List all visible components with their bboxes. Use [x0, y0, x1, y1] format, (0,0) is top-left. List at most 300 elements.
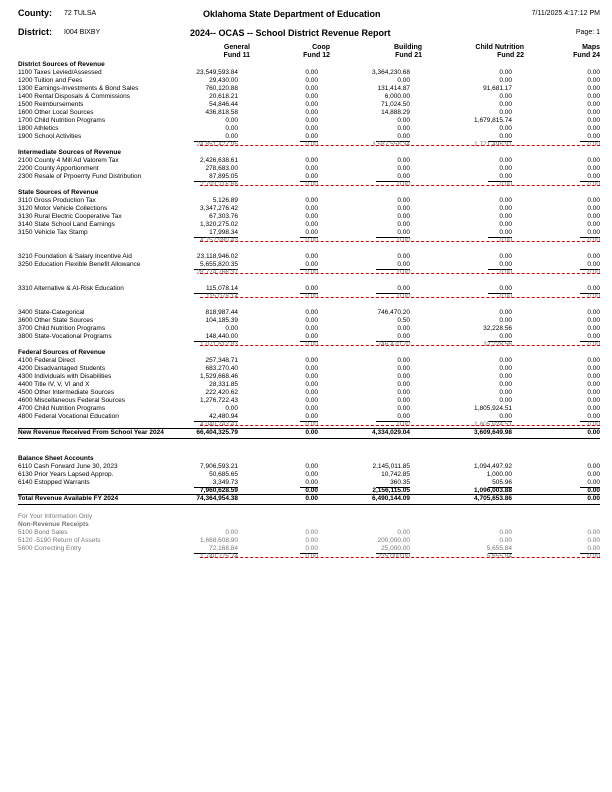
cell-value: 0.00 [587, 529, 600, 536]
cell-value: 0.00 [587, 365, 600, 372]
cell-value: 0.00 [305, 117, 318, 124]
col-header-child-nutrition [475, 44, 524, 60]
subtotal-divider [200, 557, 600, 558]
cell-value: 0.00 [587, 117, 600, 124]
cell-value: 5,655.84 [486, 545, 512, 552]
cell-value: 0.00 [587, 253, 600, 260]
cell-value: 0.00 [499, 317, 512, 324]
cell-value: 436,818.58 [205, 109, 238, 116]
cell-value: 0.00 [499, 133, 512, 140]
cell-value: 0.00 [587, 373, 600, 380]
cell-value: 0.00 [587, 429, 600, 436]
cell-value: 0.00 [305, 413, 318, 420]
table-row [18, 197, 600, 205]
cell-value: 0.00 [397, 397, 410, 404]
col-header-line1: Coop [312, 44, 330, 51]
cell-value: 0.00 [305, 101, 318, 108]
cell-value: 257,348.71 [205, 357, 238, 364]
col-header-line1: General [223, 44, 250, 51]
cell-value: 0.00 [587, 381, 600, 388]
subtotal-divider [200, 145, 600, 146]
cell-value: 0.00 [587, 463, 600, 470]
row-label: 4500 Other Intermediate Sources [18, 389, 115, 396]
table-row [18, 125, 600, 133]
cell-value: 0.00 [587, 197, 600, 204]
row-label: 5100 Bond Sales [18, 529, 68, 536]
cell-value: 0.00 [499, 373, 512, 380]
cell-value: 1,679,815.74 [474, 117, 512, 124]
cell-value: 115,078.14 [205, 293, 238, 300]
cell-value: 5,126.89 [212, 197, 238, 204]
cell-value: 66,404,325.79 [196, 429, 238, 436]
cell-value: 0.00 [397, 237, 410, 244]
cell-value: 0.00 [305, 545, 318, 552]
cell-value: 0.00 [499, 333, 512, 340]
subtotal-divider [200, 273, 600, 274]
cell-value: 0.00 [587, 173, 600, 180]
cell-value: 2,793,216.66 [200, 181, 238, 188]
cell-value: 0.00 [305, 463, 318, 470]
cell-value: 0.50 [397, 317, 410, 324]
cell-value: 0.00 [225, 117, 238, 124]
cell-value: 104,185.39 [205, 317, 238, 324]
cell-value: 0.00 [397, 157, 410, 164]
cell-value: 0.00 [499, 529, 512, 536]
cell-value: 50,685.65 [209, 471, 238, 478]
cell-value: 0.00 [305, 479, 318, 486]
cell-value: 0.00 [305, 397, 318, 404]
row-label: 5120 -5190 Return of Assets [18, 537, 101, 544]
section-heading [18, 149, 600, 157]
cell-value: 0.00 [305, 181, 318, 188]
table-row [18, 117, 600, 125]
cell-value: 0.00 [225, 133, 238, 140]
row-label: 3150 Vehicle Tax Stamp [18, 229, 88, 236]
cell-value: 0.00 [305, 389, 318, 396]
page-number: Page: 1 [575, 29, 600, 36]
cell-value: 0.00 [397, 413, 410, 420]
cell-value: 0.00 [587, 495, 600, 502]
table-row [18, 205, 600, 213]
cell-value: 0.00 [499, 365, 512, 372]
cell-value: 222,420.62 [205, 389, 238, 396]
cell-value: 360.35 [390, 479, 410, 486]
row-label: 6140 Estopped Warrants [18, 479, 90, 486]
cell-value: 0.00 [305, 317, 318, 324]
cell-value: 0.00 [587, 487, 600, 494]
cell-value: 0.00 [305, 269, 318, 276]
cell-value: 0.00 [397, 197, 410, 204]
table-row [18, 93, 600, 101]
cell-value: 0.00 [397, 261, 410, 268]
cell-value: 0.00 [305, 93, 318, 100]
cell-value: 0.00 [305, 495, 318, 502]
total-row [18, 495, 600, 503]
cell-value: 0.00 [499, 261, 512, 268]
row-label: For Your Information Only [18, 513, 93, 520]
cell-value: 71,024.50 [381, 101, 410, 108]
report-title: 2024-- OCAS -- School District Revenue Report [190, 28, 391, 38]
cell-value: 0.00 [305, 229, 318, 236]
cell-value: 0.00 [587, 269, 600, 276]
col-header-line2: Fund 24 [573, 52, 600, 59]
cell-value: 0.00 [587, 357, 600, 364]
row-label: 1900 School Activities [18, 133, 82, 140]
cell-value: 0.00 [305, 133, 318, 140]
subtotal-divider [200, 297, 600, 298]
row-label: 4400 Title IV, V, VI and X [18, 381, 90, 388]
cell-value: 6,000.00 [384, 93, 410, 100]
table-row [18, 365, 600, 373]
table-row [18, 253, 600, 261]
col-header-line1: Child Nutrition [475, 44, 524, 51]
cell-value: 0.00 [499, 93, 512, 100]
table-row [18, 397, 600, 405]
table-row [18, 545, 600, 553]
row-label: 3120 Motor Vehicle Collections [18, 205, 108, 212]
row-label: 1800 Athletics [18, 125, 59, 132]
cell-value: 42,480.94 [209, 413, 238, 420]
cell-value: 0.00 [499, 197, 512, 204]
table-row [18, 389, 600, 397]
report-timestamp: 7/11/2025 4:17:12 PM [531, 10, 600, 17]
cell-value: 0.00 [397, 529, 410, 536]
table-row [18, 333, 600, 341]
subtotal-divider [200, 425, 600, 426]
cell-value: 0.00 [499, 125, 512, 132]
cell-value: 17,998.34 [209, 229, 238, 236]
cell-value: 2,426,638.61 [200, 157, 238, 164]
cell-value: 0.00 [305, 77, 318, 84]
cell-value: 0.00 [305, 421, 318, 428]
cell-value: 225,000.00 [377, 553, 410, 560]
cell-value: 0.00 [499, 213, 512, 220]
row-label: 1200 Tuition and Fees [18, 77, 83, 84]
table-row [18, 85, 600, 93]
cell-value: 0.00 [305, 69, 318, 76]
row-label: 6110 Cash Forward June 30, 2023 [18, 463, 118, 470]
cell-value: 25,000.00 [381, 545, 410, 552]
cell-value: 0.00 [499, 285, 512, 292]
cell-value: 0.00 [397, 117, 410, 124]
cell-value: 3,347,276.42 [200, 205, 238, 212]
cell-value: 7,960,628.59 [200, 487, 238, 494]
cell-value: 0.00 [397, 325, 410, 332]
col-header-line1: Building [394, 44, 422, 51]
cell-value: 4,040,243.41 [200, 421, 238, 428]
cell-value: 0.00 [305, 325, 318, 332]
cell-value: 0.00 [587, 77, 600, 84]
cell-value: 5,655,820.35 [200, 261, 238, 268]
cell-value: 0.00 [587, 133, 600, 140]
cell-value: 278,683.00 [205, 165, 238, 172]
cell-value: 0.00 [587, 101, 600, 108]
cell-value: 0.00 [305, 109, 318, 116]
cell-value: 0.00 [397, 405, 410, 412]
table-row [18, 357, 600, 365]
cell-value: 1,096,003.88 [474, 487, 512, 494]
cell-value: 0.00 [397, 229, 410, 236]
row-label: 3800 State-Vocational Programs [18, 333, 112, 340]
spacer [18, 505, 600, 513]
row-label: 1400 Rental Disposals & Commissions [18, 93, 130, 100]
table-row [18, 261, 600, 269]
cell-value: 115,078.14 [205, 285, 238, 292]
cell-value: 0.00 [499, 389, 512, 396]
cell-value: 67,303.76 [209, 213, 238, 220]
row-label: 1300 Earnings-Investments & Bond Sales [18, 85, 139, 92]
cell-value: 0.00 [305, 197, 318, 204]
row-label: 3110 Gross Production Tax [18, 197, 96, 204]
cell-value: 0.00 [305, 221, 318, 228]
cell-value: 0.00 [587, 389, 600, 396]
cell-value: 0.00 [225, 325, 238, 332]
cell-value: 0.00 [587, 85, 600, 92]
cell-value: 0.00 [587, 213, 600, 220]
cell-value: 0.00 [587, 109, 600, 116]
cell-value: 0.00 [499, 221, 512, 228]
cell-value: 23,118,946.02 [196, 253, 238, 260]
cell-value: 0.00 [587, 229, 600, 236]
cell-value: 1,668,608.90 [200, 537, 238, 544]
cell-value: 0.00 [499, 293, 512, 300]
cell-value: 683,270.40 [205, 365, 238, 372]
cell-value: 0.00 [397, 381, 410, 388]
cell-value: 3,587,558.34 [372, 141, 410, 148]
cell-value: 0.00 [305, 205, 318, 212]
cell-value: 0.00 [305, 471, 318, 478]
cell-value: 5,655.84 [486, 553, 512, 560]
cell-value: 0.00 [587, 293, 600, 300]
row-label: 3700 Child Nutrition Programs [18, 325, 106, 332]
cell-value: 0.00 [499, 165, 512, 172]
row-label: District Sources of Revenue [18, 61, 105, 68]
row-label: Total Revenue Available FY 2024 [18, 495, 119, 502]
cell-value: 4,705,653.86 [474, 495, 512, 502]
cell-value: 0.00 [397, 173, 410, 180]
row-label: Federal Sources of Revenue [18, 349, 106, 356]
row-label: 1500 Reimbursements [18, 101, 84, 108]
col-header-maps [573, 44, 600, 60]
cell-value: 0.00 [587, 537, 600, 544]
cell-value: 131,414.87 [377, 85, 410, 92]
cell-value: 0.00 [225, 125, 238, 132]
cell-value: 0.00 [305, 429, 318, 436]
row-label: 4600 Miscellaneous Federal Sources [18, 397, 125, 404]
table-row [18, 101, 600, 109]
table-row [18, 471, 600, 479]
cell-value: 28,331.85 [209, 381, 238, 388]
table-row [18, 229, 600, 237]
col-header-coop [303, 44, 330, 60]
section-heading [18, 349, 600, 357]
row-label: 5600 Correcting Entry [18, 545, 82, 552]
subtotal-divider [200, 241, 600, 242]
cell-value: 0.00 [397, 389, 410, 396]
cell-value: 0.00 [397, 373, 410, 380]
cell-value: 0.00 [305, 341, 318, 348]
cell-value: 1,805,924.51 [474, 421, 512, 428]
cell-value: 0.00 [305, 537, 318, 544]
cell-value: 24,851,427.95 [196, 141, 238, 148]
spacer [18, 447, 600, 455]
cell-value: 0.00 [305, 293, 318, 300]
cell-value: 0.00 [499, 205, 512, 212]
cell-value: 0.00 [305, 165, 318, 172]
col-header-general [224, 44, 250, 60]
table-row [18, 325, 600, 333]
cell-value: 7,906,593.21 [200, 463, 238, 470]
table-row [18, 213, 600, 221]
cell-value: 0.00 [587, 141, 600, 148]
table-row [18, 69, 600, 77]
cell-value: 0.00 [587, 93, 600, 100]
spacer [18, 277, 600, 285]
cell-value: 0.00 [305, 237, 318, 244]
row-label: 3130 Rural Electric Cooperative Tax [18, 213, 122, 220]
cell-value: 746,470.70 [377, 341, 410, 348]
cell-value: 0.00 [499, 69, 512, 76]
table-row [18, 529, 600, 537]
row-label: Intermediate Sources of Revenue [18, 149, 121, 156]
col-header-building [394, 44, 422, 60]
cell-value: 0.00 [397, 285, 410, 292]
cell-value: 0.00 [587, 553, 600, 560]
subtotal-divider [200, 345, 600, 346]
col-header-line2: Fund 11 [223, 52, 250, 59]
cell-value: 1,529,668.46 [200, 373, 238, 380]
table-row [18, 479, 600, 487]
cell-value: 760,120.88 [205, 85, 238, 92]
cell-value: 0.00 [587, 157, 600, 164]
cell-value: 0.00 [305, 365, 318, 372]
row-label: 1700 Child Nutrition Programs [18, 117, 106, 124]
cell-value: 1,805,924.51 [474, 405, 512, 412]
row-label: Non-Revenue Receipts [18, 521, 89, 528]
cell-value: 0.00 [499, 109, 512, 116]
table-row [18, 309, 600, 317]
spacer [18, 245, 600, 253]
cell-value: 3,349.73 [212, 479, 238, 486]
cell-value: 0.00 [499, 173, 512, 180]
cell-value: 0.00 [305, 157, 318, 164]
section-heading [18, 61, 600, 69]
cell-value: 0.00 [587, 317, 600, 324]
cell-value: 1,320,275.02 [200, 221, 238, 228]
cell-value: 0.00 [397, 181, 410, 188]
spacer [18, 301, 600, 309]
district-label: District: [18, 27, 53, 37]
col-header-line2: Fund 22 [497, 52, 524, 59]
cell-value: 0.00 [587, 261, 600, 268]
agency-title: Oklahoma State Department of Education [203, 9, 381, 19]
table-row [18, 109, 600, 117]
cell-value: 0.00 [587, 479, 600, 486]
cell-value: 0.00 [499, 229, 512, 236]
cell-value: 87,895.05 [209, 173, 238, 180]
section-heading [18, 521, 600, 529]
cell-value: 0.00 [397, 125, 410, 132]
cell-value: 1,071,612.83 [200, 341, 238, 348]
spacer [18, 439, 600, 447]
cell-value: 0.00 [397, 357, 410, 364]
cell-value: 0.00 [499, 77, 512, 84]
row-label: 4800 Federal Vocational Education [18, 413, 119, 420]
cell-value: 0.00 [225, 405, 238, 412]
cell-value: 0.00 [587, 421, 600, 428]
total-rule-top [18, 428, 600, 429]
col-header-line2: Fund 21 [395, 52, 422, 59]
cell-value: 6,490,144.09 [372, 495, 410, 502]
row-label: 3310 Alternative & At-Risk Education [18, 285, 124, 292]
cell-value: 0.00 [587, 69, 600, 76]
cell-value: 0.00 [305, 333, 318, 340]
cell-value: 0.00 [587, 325, 600, 332]
cell-value: 72,168.84 [209, 545, 238, 552]
cell-value: 0.00 [305, 213, 318, 220]
table-row [18, 173, 600, 181]
cell-value: 0.00 [305, 529, 318, 536]
cell-value: 0.00 [305, 141, 318, 148]
district-value: I004 BIXBY [64, 29, 101, 36]
cell-value: 0.00 [225, 529, 238, 536]
cell-value: 0.00 [397, 77, 410, 84]
cell-value: 0.00 [499, 413, 512, 420]
cell-value: 0.00 [397, 221, 410, 228]
county-value: 72 TULSA [64, 10, 97, 17]
table-row [18, 381, 600, 389]
cell-value: 0.00 [305, 553, 318, 560]
cell-value: 0.00 [587, 205, 600, 212]
cell-value: 0.00 [499, 309, 512, 316]
section-heading [18, 455, 600, 463]
cell-value: 0.00 [587, 471, 600, 478]
cell-value: 0.00 [397, 421, 410, 428]
cell-value: 3,609,649.98 [474, 429, 512, 436]
cell-value: 14,888.29 [381, 109, 410, 116]
row-label: State Sources of Revenue [18, 189, 99, 196]
table-row [18, 405, 600, 413]
row-label: 1600 Other Local Sources [18, 109, 94, 116]
row-label: 2300 Resale of Prpoerrty Fund Distribution [18, 173, 142, 180]
cell-value: 0.00 [499, 397, 512, 404]
cell-value: 0.00 [499, 269, 512, 276]
cell-value: 0.00 [587, 221, 600, 228]
cell-value: 0.00 [587, 125, 600, 132]
col-header-line1: Maps [582, 44, 600, 51]
cell-value: 0.00 [587, 309, 600, 316]
row-label: 4200 Disadvantaged Students [18, 365, 106, 372]
table-row [18, 165, 600, 173]
row-label: 3600 Other State Sources [18, 317, 94, 324]
row-label: 2100 County 4 Mill Ad Valorem Tax [18, 157, 119, 164]
cell-value: 0.00 [587, 285, 600, 292]
cell-value: 10,742.85 [381, 471, 410, 478]
cell-value: 0.00 [587, 181, 600, 188]
cell-value: 148,440.00 [205, 333, 238, 340]
cell-value: 0.00 [397, 365, 410, 372]
row-label: 1100 Taxes Levied/Assessed [18, 69, 102, 76]
col-header-line2: Fund 12 [303, 52, 330, 59]
total-row [18, 429, 600, 437]
table-row [18, 317, 600, 325]
cell-value: 0.00 [499, 181, 512, 188]
cell-value: 0.00 [305, 125, 318, 132]
cell-value: 0.00 [499, 237, 512, 244]
info-note [18, 513, 600, 521]
cell-value: 0.00 [305, 285, 318, 292]
row-label: 2200 County Apportionment [18, 165, 99, 172]
